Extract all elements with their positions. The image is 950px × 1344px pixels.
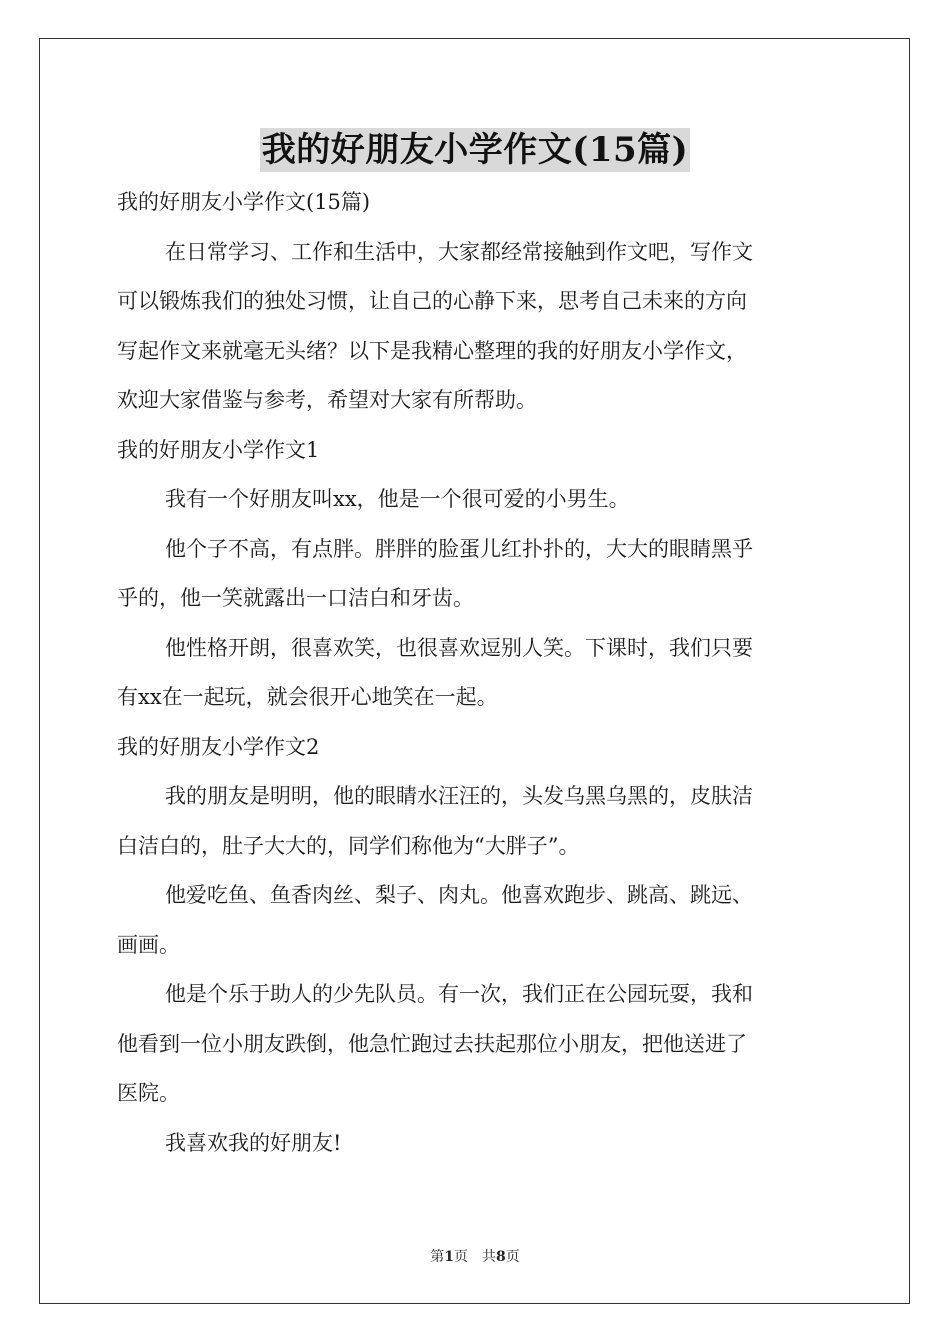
text-line: 我的好朋友小学作文1 (117, 437, 320, 462)
text-line: 医院。 (117, 1081, 180, 1105)
text-line: 我的好朋友小学作文(15篇) (117, 190, 371, 214)
text-line: 我有一个好朋友叫xx，他是一个很可爱的小男生。 (165, 487, 630, 511)
text-line: 他爱吃鱼、鱼香肉丝、梨子、肉丸。他喜欢跑步、跳高、跳远、 (165, 883, 753, 907)
text-line: 写起作文来就毫无头绪？以下是我精心整理的我的好朋友小学作文， (117, 338, 747, 363)
text-line: 在日常学习、工作和生活中，大家都经常接触到作文吧，写作文 (165, 239, 753, 264)
text-line: 他是个乐于助人的少先队员。有一次，我们正在公园玩耍，我和 (165, 982, 753, 1006)
text-line: 他个子不高，有点胖。胖胖的脸蛋儿红扑扑的，大大的眼睛黑乎 (165, 536, 753, 561)
page-footer (0, 1246, 950, 1266)
text-line: 我的朋友是明明，他的眼睛水汪汪的，头发乌黑乌黑的，皮肤洁 (165, 784, 753, 808)
text-line: 我喜欢我的好朋友! (165, 1130, 342, 1155)
text-line: 他看到一位小朋友跌倒，他急忙跑过去扶起那位小朋友，把他送进了 (117, 1031, 747, 1056)
page-label-suffix: 页 (454, 1249, 468, 1265)
total-label-suffix: 页 (505, 1249, 520, 1265)
text-line: 欢迎大家借鉴与参考，希望对大家有所帮助。 (117, 388, 537, 412)
total-pages: 8 (496, 1249, 506, 1265)
page-label-prefix: 第 (430, 1249, 445, 1265)
text-line: 白洁白的，肚子大大的，同学们称他为“大胖子”。 (117, 833, 580, 858)
page-number: 1 (444, 1249, 454, 1265)
document-body (117, 178, 837, 1168)
title-area (0, 128, 950, 172)
text-line: 我的好朋友小学作文2 (117, 734, 320, 759)
text-line: 乎的，他一笑就露出一口洁白和牙齿。 (117, 586, 474, 610)
document-title: 我的好朋友小学作文(15篇) (261, 130, 689, 170)
text-line: 有xx在一起玩，就会很开心地笑在一起。 (117, 685, 498, 709)
total-label-prefix: 共 (482, 1249, 496, 1265)
text-line: 他性格开朗，很喜欢笑，也很喜欢逗别人笑。下课时，我们只要 (165, 635, 753, 660)
text-line: 可以锻炼我们的独处习惯，让自己的心静下来，思考自己未来的方向 (117, 289, 747, 313)
text-line: 画画。 (117, 932, 180, 957)
